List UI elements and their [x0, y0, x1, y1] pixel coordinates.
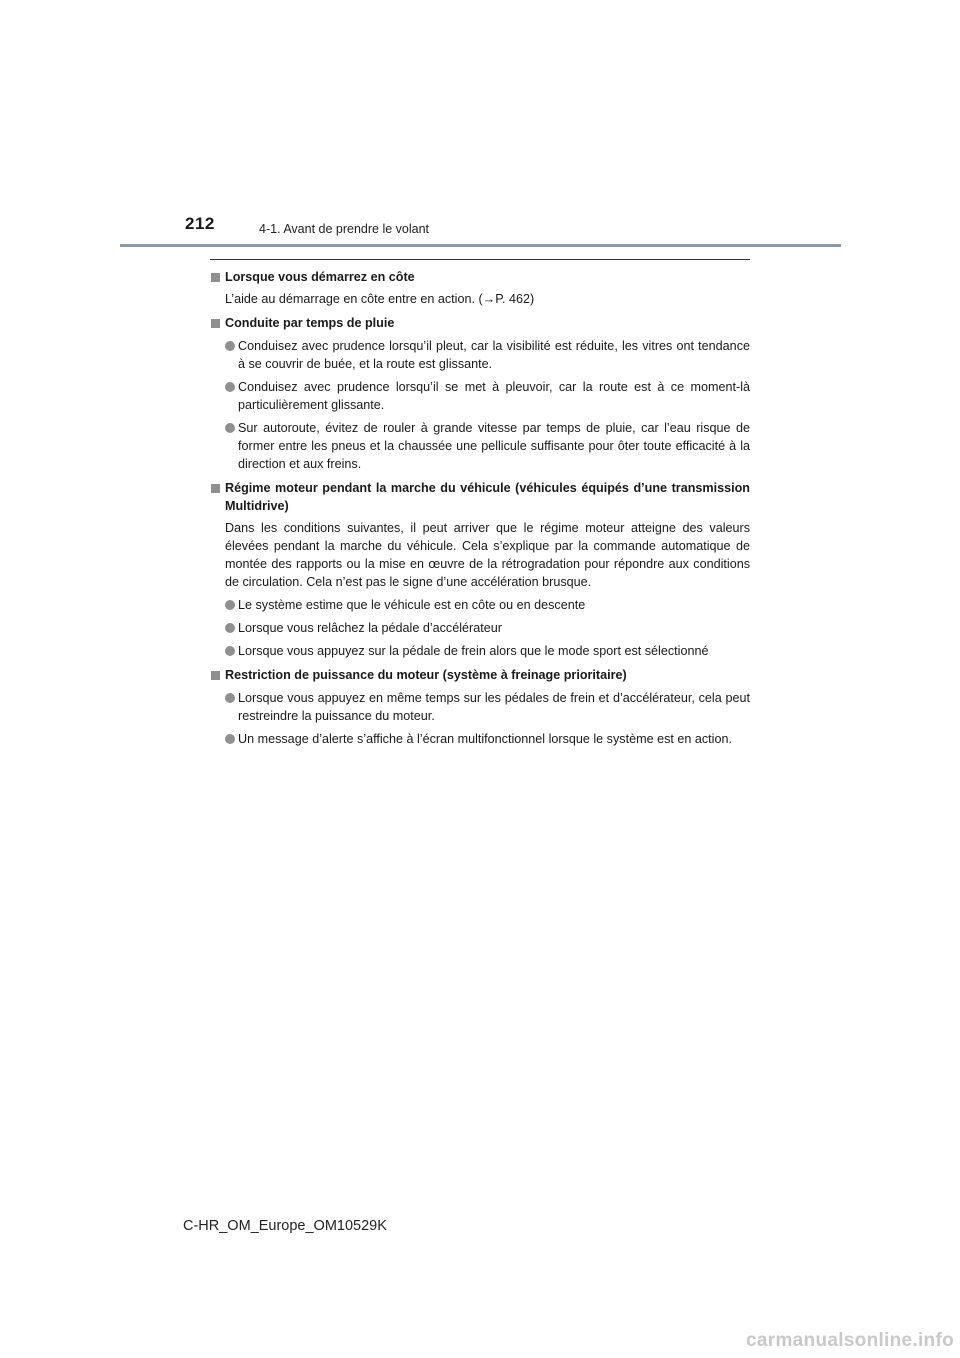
round-bullet-icon [225, 423, 235, 433]
section-heading-rain-driving: Conduite par temps de pluie [210, 314, 750, 332]
section-heading-hill-start: Lorsque vous démarrez en côte [210, 268, 750, 286]
section-title: 4-1. Avant de prendre le volant [259, 222, 430, 236]
section-heading-engine-speed: Régime moteur pendant la marche du véhicule (véhicules équipés d’une transmission Multidrive) [210, 479, 750, 515]
list-item: Conduisez avec prudence lorsqu’il se met à pleuvoir, car la route est à ce moment-là particulièrement glissante. [210, 378, 750, 414]
section-paragraph: L’aide au démarrage en côte entre en action. (→P. 462) [225, 292, 535, 306]
round-bullet-icon [225, 734, 235, 744]
list-item: Conduisez avec prudence lorsqu’il pleut, car la visibilité est réduite, les vitres ont tendance à se couvrir de buée, et la route est glissante. [210, 337, 750, 373]
header-rule [120, 244, 841, 247]
document-id: C-HR_OM_Europe_OM10529K [183, 1218, 387, 1234]
list-item: Lorsque vous appuyez sur la pédale de frein alors que le mode sport est sélectionné [210, 642, 750, 660]
page-content [210, 268, 750, 748]
list-item: Lorsque vous appuyez en même temps sur les pédales de frein et d’accélérateur, cela peut restreindre la puissance du moteur. [210, 689, 750, 725]
list-item: Un message d’alerte s’affiche à l’écran multifonctionnel lorsque le système est en action. [210, 730, 750, 748]
round-bullet-icon [225, 646, 235, 656]
list-item: Sur autoroute, évitez de rouler à grande vitesse par temps de pluie, car l’eau risque de former entre les pneus et la chaussée une pellicule suffisante pour ôter toute efficacité à la direction et aux freins. [210, 419, 750, 473]
round-bullet-icon [225, 623, 235, 633]
round-bullet-icon [225, 600, 235, 610]
square-bullet-icon [211, 319, 220, 328]
list-item: Lorsque vous relâchez la pédale d’accélérateur [210, 619, 750, 637]
square-bullet-icon [211, 484, 220, 493]
square-bullet-icon [211, 671, 220, 680]
page-number: 212 [185, 214, 215, 233]
section-heading-power-restriction: Restriction de puissance du moteur (système à freinage prioritaire) [210, 666, 750, 684]
round-bullet-icon [225, 382, 235, 392]
list-item: Le système estime que le véhicule est en côte ou en descente [210, 596, 750, 614]
section-paragraph: Dans les conditions suivantes, il peut arriver que le régime moteur atteigne des valeurs élevées pendant la marche du véhicule. Cela s’explique par la commande automatique de montée des rapports ou la mise en œuvre de la rétrogradation pour répondre aux conditions de circulation. Cela n’est pas le signe d’une accélération brusque. [225, 521, 750, 589]
round-bullet-icon [225, 341, 235, 351]
content-rule [210, 259, 750, 260]
round-bullet-icon [225, 693, 235, 703]
watermark: carmanualsonline.info [746, 1330, 954, 1351]
square-bullet-icon [211, 273, 220, 282]
